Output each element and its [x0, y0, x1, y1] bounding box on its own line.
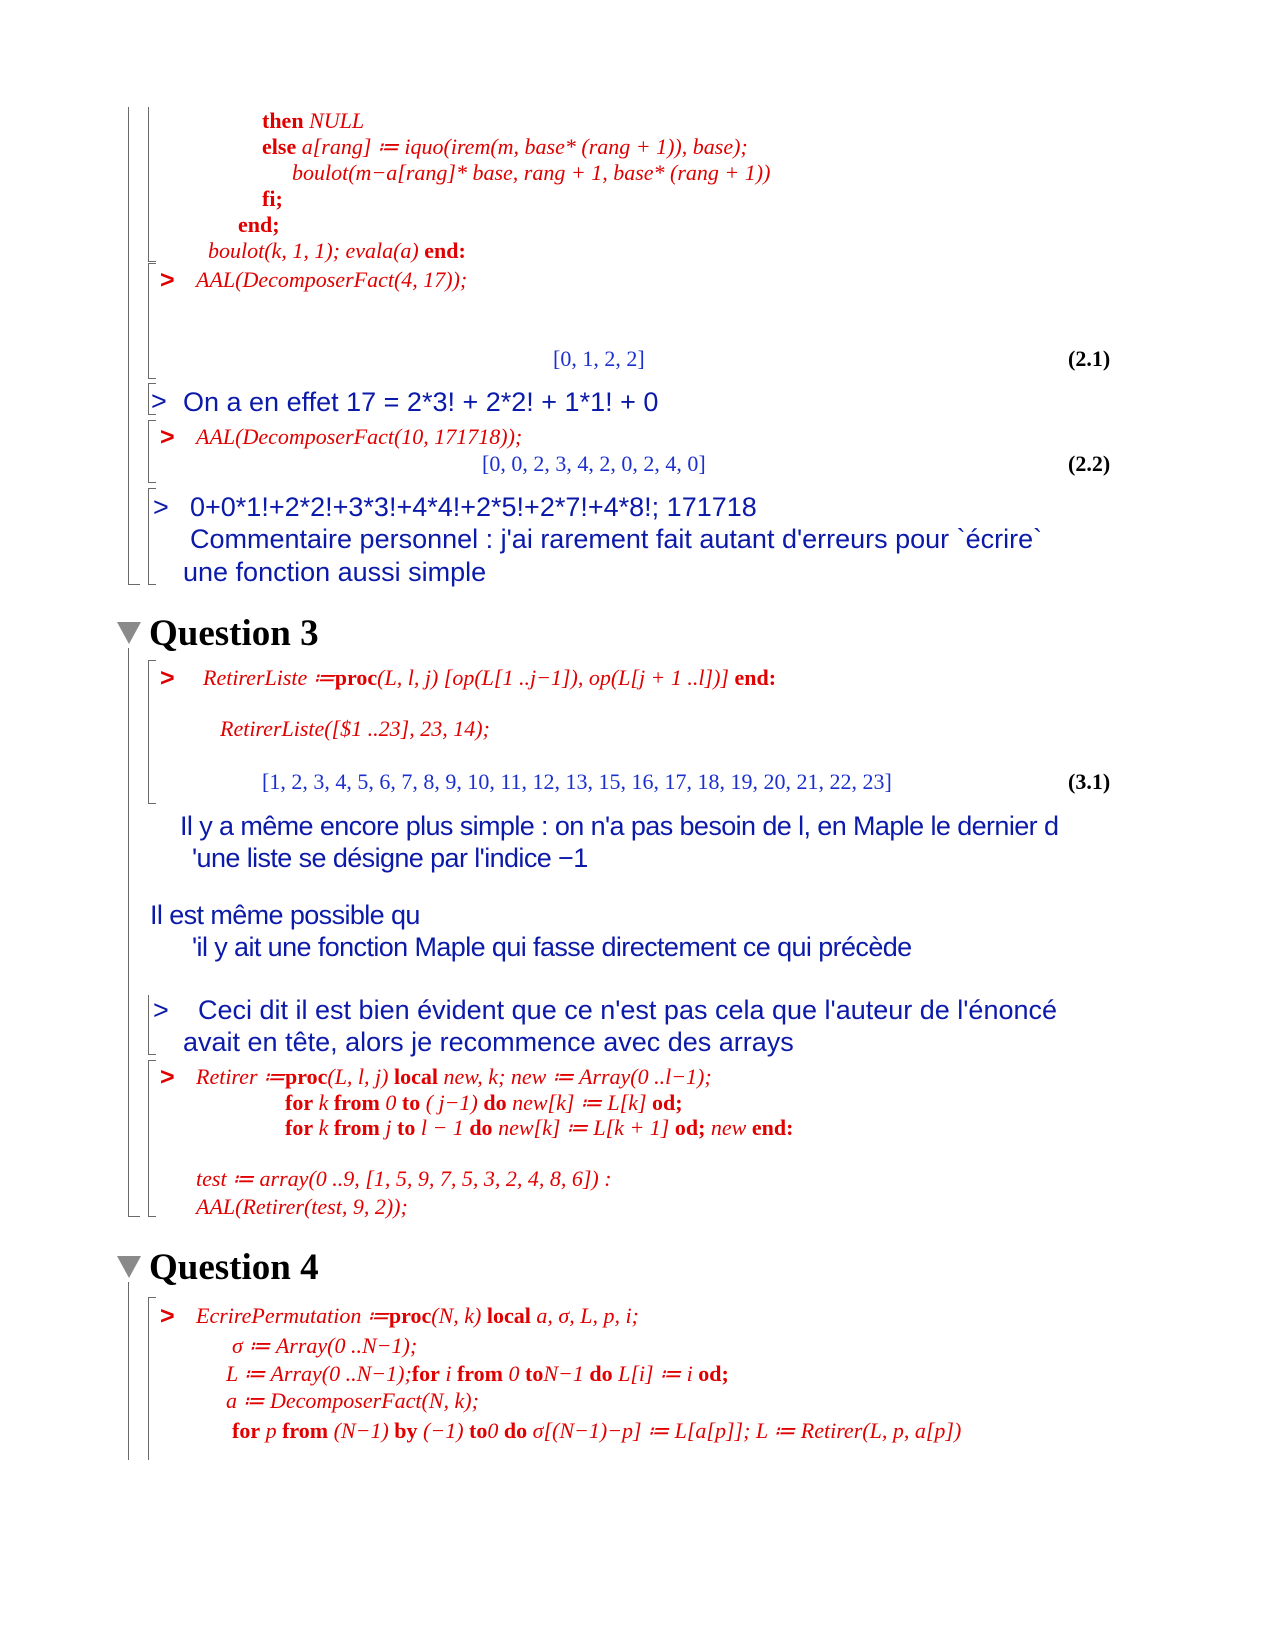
keyword: end; [238, 212, 280, 237]
text-line[interactable]: 'une liste se désigne par l'indice −1 [192, 843, 588, 873]
input-line[interactable]: test ≔ array(0 ..9, [1, 5, 9, 7, 5, 3, 2, 4, 8, 6]) : [196, 1166, 612, 1191]
keyword: do [503, 1418, 528, 1443]
code-line[interactable] [208, 238, 466, 264]
text-line[interactable]: une fonction aussi simple [183, 557, 487, 587]
code-line[interactable] [262, 108, 364, 134]
group-bracket-5-top [148, 488, 156, 489]
keyword: do [469, 1115, 493, 1140]
input-line[interactable] [203, 665, 776, 691]
group-bracket-4-top [148, 420, 156, 421]
keyword: to [525, 1361, 544, 1386]
text-line[interactable]: Commentaire personnel : j'ai rarement fait autant d'erreurs pour `écrire` [190, 524, 1043, 554]
keyword: for [232, 1418, 261, 1443]
group-bracket-3-top [148, 383, 156, 384]
code-text: L ≔ Array(0 ..N−1); [226, 1361, 412, 1386]
keyword: fi; [262, 186, 283, 211]
code-line[interactable] [262, 134, 748, 160]
code-text: new [710, 1115, 747, 1140]
input-line[interactable]: AAL(DecomposerFact(10, 171718)); [196, 424, 523, 449]
keyword: for [411, 1361, 440, 1386]
input-line[interactable] [285, 1090, 683, 1116]
collapse-triangle-icon[interactable] [117, 1256, 141, 1278]
section-bracket-q3 [128, 648, 129, 1217]
input-line[interactable]: AAL(DecomposerFact(4, 17)); [196, 267, 468, 292]
text-line[interactable]: Ceci dit il est bien évident que ce n'est pas cela que l'auteur de l'énoncé [198, 995, 1058, 1025]
code-text: boulot(k, 1, 1); evala(a) [208, 238, 419, 263]
code-text: RetirerListe [203, 665, 308, 690]
group-bracket-q3-2-foot [148, 1054, 156, 1055]
code-text: l − 1 [420, 1115, 464, 1140]
text-prompt: > [153, 995, 169, 1025]
code-text: boulot(m−a[rang]* base, rang + 1, base* (rang + 1)) [292, 160, 771, 185]
code-text: NULL [309, 108, 365, 133]
keyword: to [401, 1090, 421, 1115]
code-line[interactable] [238, 212, 280, 238]
code-text: new[k] ≔ L[k + 1] [498, 1115, 670, 1140]
group-bracket-q3-1-top [148, 660, 156, 661]
code-line[interactable] [262, 186, 283, 212]
input-line[interactable]: σ ≔ Array(0 ..N−1); [232, 1333, 418, 1358]
keyword: end: [424, 238, 466, 263]
input-prompt: > [160, 423, 175, 451]
code-text: ( j−1) [425, 1090, 478, 1115]
equation-label: (3.1) [1068, 769, 1111, 794]
input-line[interactable]: RetirerListe([$1 ..23], 23, 14); [220, 716, 490, 741]
text-prompt: > [151, 386, 167, 416]
keyword: local [486, 1303, 531, 1328]
code-text: ≔ [307, 665, 335, 690]
keyword: to [397, 1115, 416, 1140]
keyword: from [333, 1090, 380, 1115]
text-line[interactable]: Il est même possible qu [150, 900, 420, 930]
code-text: L[i] ≔ i [618, 1361, 693, 1386]
section-heading[interactable]: Question 3 [149, 613, 319, 654]
code-text: p [265, 1418, 277, 1443]
section-bracket-outer [128, 107, 129, 585]
input-prompt: > [160, 266, 175, 294]
keyword: by [394, 1418, 418, 1443]
output-value: [0, 0, 2, 3, 4, 2, 0, 2, 4, 0] [482, 451, 706, 476]
code-line[interactable] [292, 160, 770, 186]
keyword: od; [698, 1361, 729, 1386]
input-prompt: > [160, 1063, 175, 1091]
keyword: end: [751, 1115, 794, 1140]
code-text: (−1) [423, 1418, 464, 1443]
group-bracket-q3-2 [148, 995, 149, 1055]
section-bracket-outer-foot [128, 584, 140, 585]
keyword: proc [334, 665, 378, 690]
section-bracket-q3-foot [128, 1216, 140, 1217]
keyword: end: [734, 665, 777, 690]
code-text: EcrirePermutation ≔ [196, 1303, 389, 1328]
text-line[interactable]: Il y a même encore plus simple : on n'a pas besoin de l, en Maple le dernier d [180, 811, 1059, 841]
code-text: N−1 [543, 1361, 584, 1386]
section-heading[interactable]: Question 4 [149, 1247, 319, 1288]
text-line[interactable]: 'il y ait une fonction Maple qui fasse directement ce qui précède [192, 932, 912, 962]
group-bracket-5-foot [148, 584, 156, 585]
keyword: proc [285, 1064, 328, 1089]
code-text: i [445, 1361, 452, 1386]
input-line[interactable]: AAL(Retirer(test, 9, 2)); [196, 1194, 408, 1219]
group-bracket-q4-1-top [148, 1297, 156, 1298]
keyword: then [262, 108, 304, 133]
group-bracket-q3-3-top [148, 1060, 156, 1061]
equation-label: (2.1) [1068, 346, 1111, 371]
code-text: (L, l, j) [op(L[1 ..j−1]), op(L[j + 1 ..l])] [377, 665, 729, 690]
group-bracket-5 [148, 488, 149, 585]
code-text: Retirer ≔ [196, 1064, 285, 1089]
keyword: from [282, 1418, 329, 1443]
group-bracket-q4-1 [148, 1297, 149, 1460]
input-line[interactable]: a ≔ DecomposerFact(N, k); [226, 1388, 479, 1413]
input-line[interactable] [285, 1115, 793, 1141]
keyword: for [285, 1115, 314, 1140]
keyword: od; [652, 1090, 683, 1115]
keyword: from [456, 1361, 504, 1386]
code-text: (L, l, j) [327, 1064, 389, 1089]
group-bracket-1-foot [148, 261, 156, 262]
group-bracket-q3-1 [148, 660, 149, 803]
group-bracket-1 [148, 107, 149, 262]
group-bracket-q3-3 [148, 1060, 149, 1217]
code-text: a[rang] ≔ iquo(irem(m, base* (rang + 1)), base); [301, 134, 748, 159]
keyword: local [394, 1064, 438, 1089]
group-bracket-2-top [148, 263, 156, 264]
keyword: od; [674, 1115, 706, 1140]
input-line[interactable] [196, 1064, 712, 1090]
keyword: proc [388, 1303, 432, 1328]
group-bracket-4 [148, 420, 149, 483]
input-prompt: > [160, 664, 175, 692]
keyword: for [285, 1090, 314, 1115]
group-bracket-2-foot [148, 378, 156, 379]
input-line[interactable] [232, 1418, 961, 1444]
code-text: new[k] ≔ L[k] [512, 1090, 647, 1115]
output-value: [1, 2, 3, 4, 5, 6, 7, 8, 9, 10, 11, 12, 13, 15, 16, 17, 18, 19, 20, 21, 22, 23] [262, 769, 892, 794]
collapse-triangle-icon[interactable] [117, 622, 141, 644]
group-bracket-q3-1-foot [148, 803, 156, 804]
code-text: 0 [487, 1418, 499, 1443]
output-value: [0, 1, 2, 2] [553, 346, 645, 371]
code-text: k [318, 1090, 329, 1115]
section-bracket-q4 [128, 1282, 129, 1460]
group-bracket-4-foot [148, 482, 156, 483]
code-text: 0 [508, 1361, 520, 1386]
group-bracket-3 [148, 383, 149, 415]
input-prompt: > [160, 1302, 175, 1330]
keyword: do [589, 1361, 613, 1386]
text-line[interactable]: On a en effet 17 = 2*3! + 2*2! + 1*1! + 0 [183, 387, 659, 417]
input-line[interactable] [226, 1361, 729, 1387]
code-text: a, σ, L, p, i; [536, 1303, 639, 1328]
text-prompt: > [153, 492, 169, 522]
code-text: new, k; new ≔ Array(0 ..l−1); [443, 1064, 712, 1089]
equation-label: (2.2) [1068, 451, 1111, 476]
text-line[interactable]: 0+0*1!+2*2!+3*3!+4*4!+2*5!+2*7!+4*8!; 171718 [190, 492, 757, 522]
text-line[interactable]: avait en tête, alors je recommence avec des arrays [183, 1027, 794, 1057]
keyword: to [469, 1418, 488, 1443]
keyword: from [333, 1115, 380, 1140]
keyword: do [483, 1090, 507, 1115]
keyword: else [262, 134, 297, 159]
code-text: (N, k) [431, 1303, 482, 1328]
code-text: σ[(N−1)−p] ≔ L[a[p]]; L ≔ Retirer(L, p, a[p]) [532, 1418, 962, 1443]
code-text: j [385, 1115, 392, 1140]
code-text: (N−1) [333, 1418, 389, 1443]
code-text: 0 [385, 1090, 397, 1115]
input-line[interactable] [196, 1303, 639, 1329]
group-bracket-q3-3-foot [148, 1216, 156, 1217]
code-text: k [318, 1115, 329, 1140]
group-bracket-2 [148, 263, 149, 378]
